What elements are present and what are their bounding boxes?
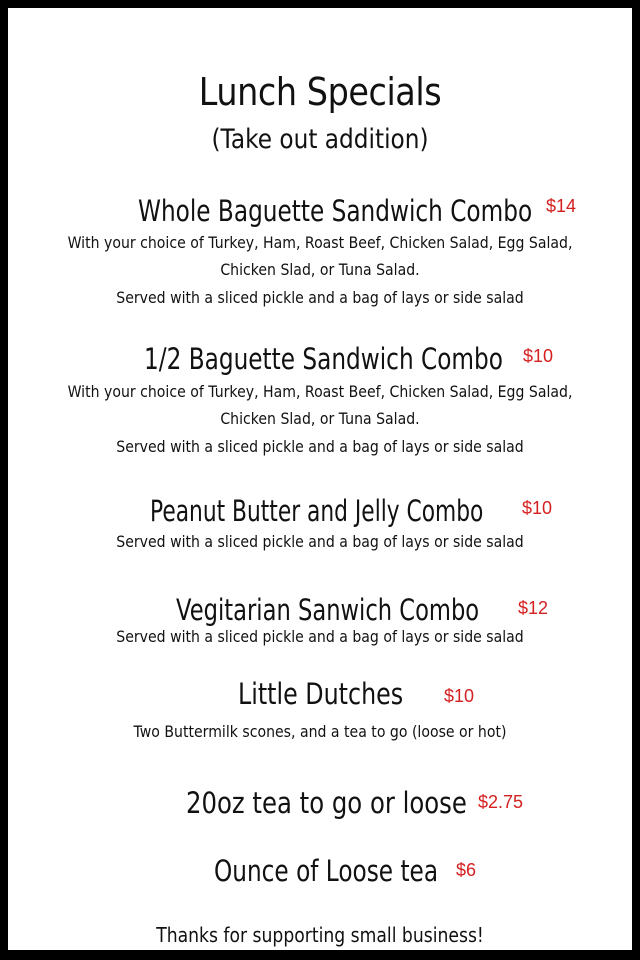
item-description-line: With your choice of Turkey, Ham, Roast Beef, Chicken Salad, Egg Salad, xyxy=(67,233,573,252)
item-name: Ounce of Loose tea xyxy=(214,854,439,888)
footer-message: Thanks for supporting small business! xyxy=(156,923,484,947)
item-name: Peanut Butter and Jelly Combo xyxy=(150,494,484,528)
item-name: 1/2 Baguette Sandwich Combo xyxy=(144,342,503,376)
item-name: Whole Baguette Sandwich Combo xyxy=(138,194,533,228)
item-description-line: Served with a sliced pickle and a bag of lays or side salad xyxy=(116,627,524,646)
item-price: $10 xyxy=(522,498,553,518)
menu-page xyxy=(8,8,632,950)
item-description-line: Served with a sliced pickle and a bag of lays or side salad xyxy=(116,288,524,307)
item-description-line: Served with a sliced pickle and a bag of lays or side salad xyxy=(116,437,524,456)
item-price: $12 xyxy=(518,598,549,618)
item-description-line: Served with a sliced pickle and a bag of lays or side salad xyxy=(116,532,524,551)
item-name: Vegitarian Sanwich Combo xyxy=(176,593,480,627)
item-price: $10 xyxy=(444,686,475,706)
item-price: $2.75 xyxy=(478,792,524,812)
page-title: Lunch Specials xyxy=(198,70,442,114)
item-price: $10 xyxy=(523,346,554,366)
item-name: Little Dutches xyxy=(238,677,404,711)
item-description-line: Chicken Slad, or Tuna Salad. xyxy=(220,409,420,428)
page-subtitle: (Take out addition) xyxy=(211,124,429,155)
item-price: $6 xyxy=(456,860,477,880)
item-description-line: Chicken Slad, or Tuna Salad. xyxy=(220,260,420,279)
item-description-line: With your choice of Turkey, Ham, Roast Beef, Chicken Salad, Egg Salad, xyxy=(67,382,573,401)
item-description-line: Two Buttermilk scones, and a tea to go (loose or hot) xyxy=(133,722,507,741)
item-name: 20oz tea to go or loose xyxy=(186,786,467,820)
item-price: $14 xyxy=(546,196,577,216)
